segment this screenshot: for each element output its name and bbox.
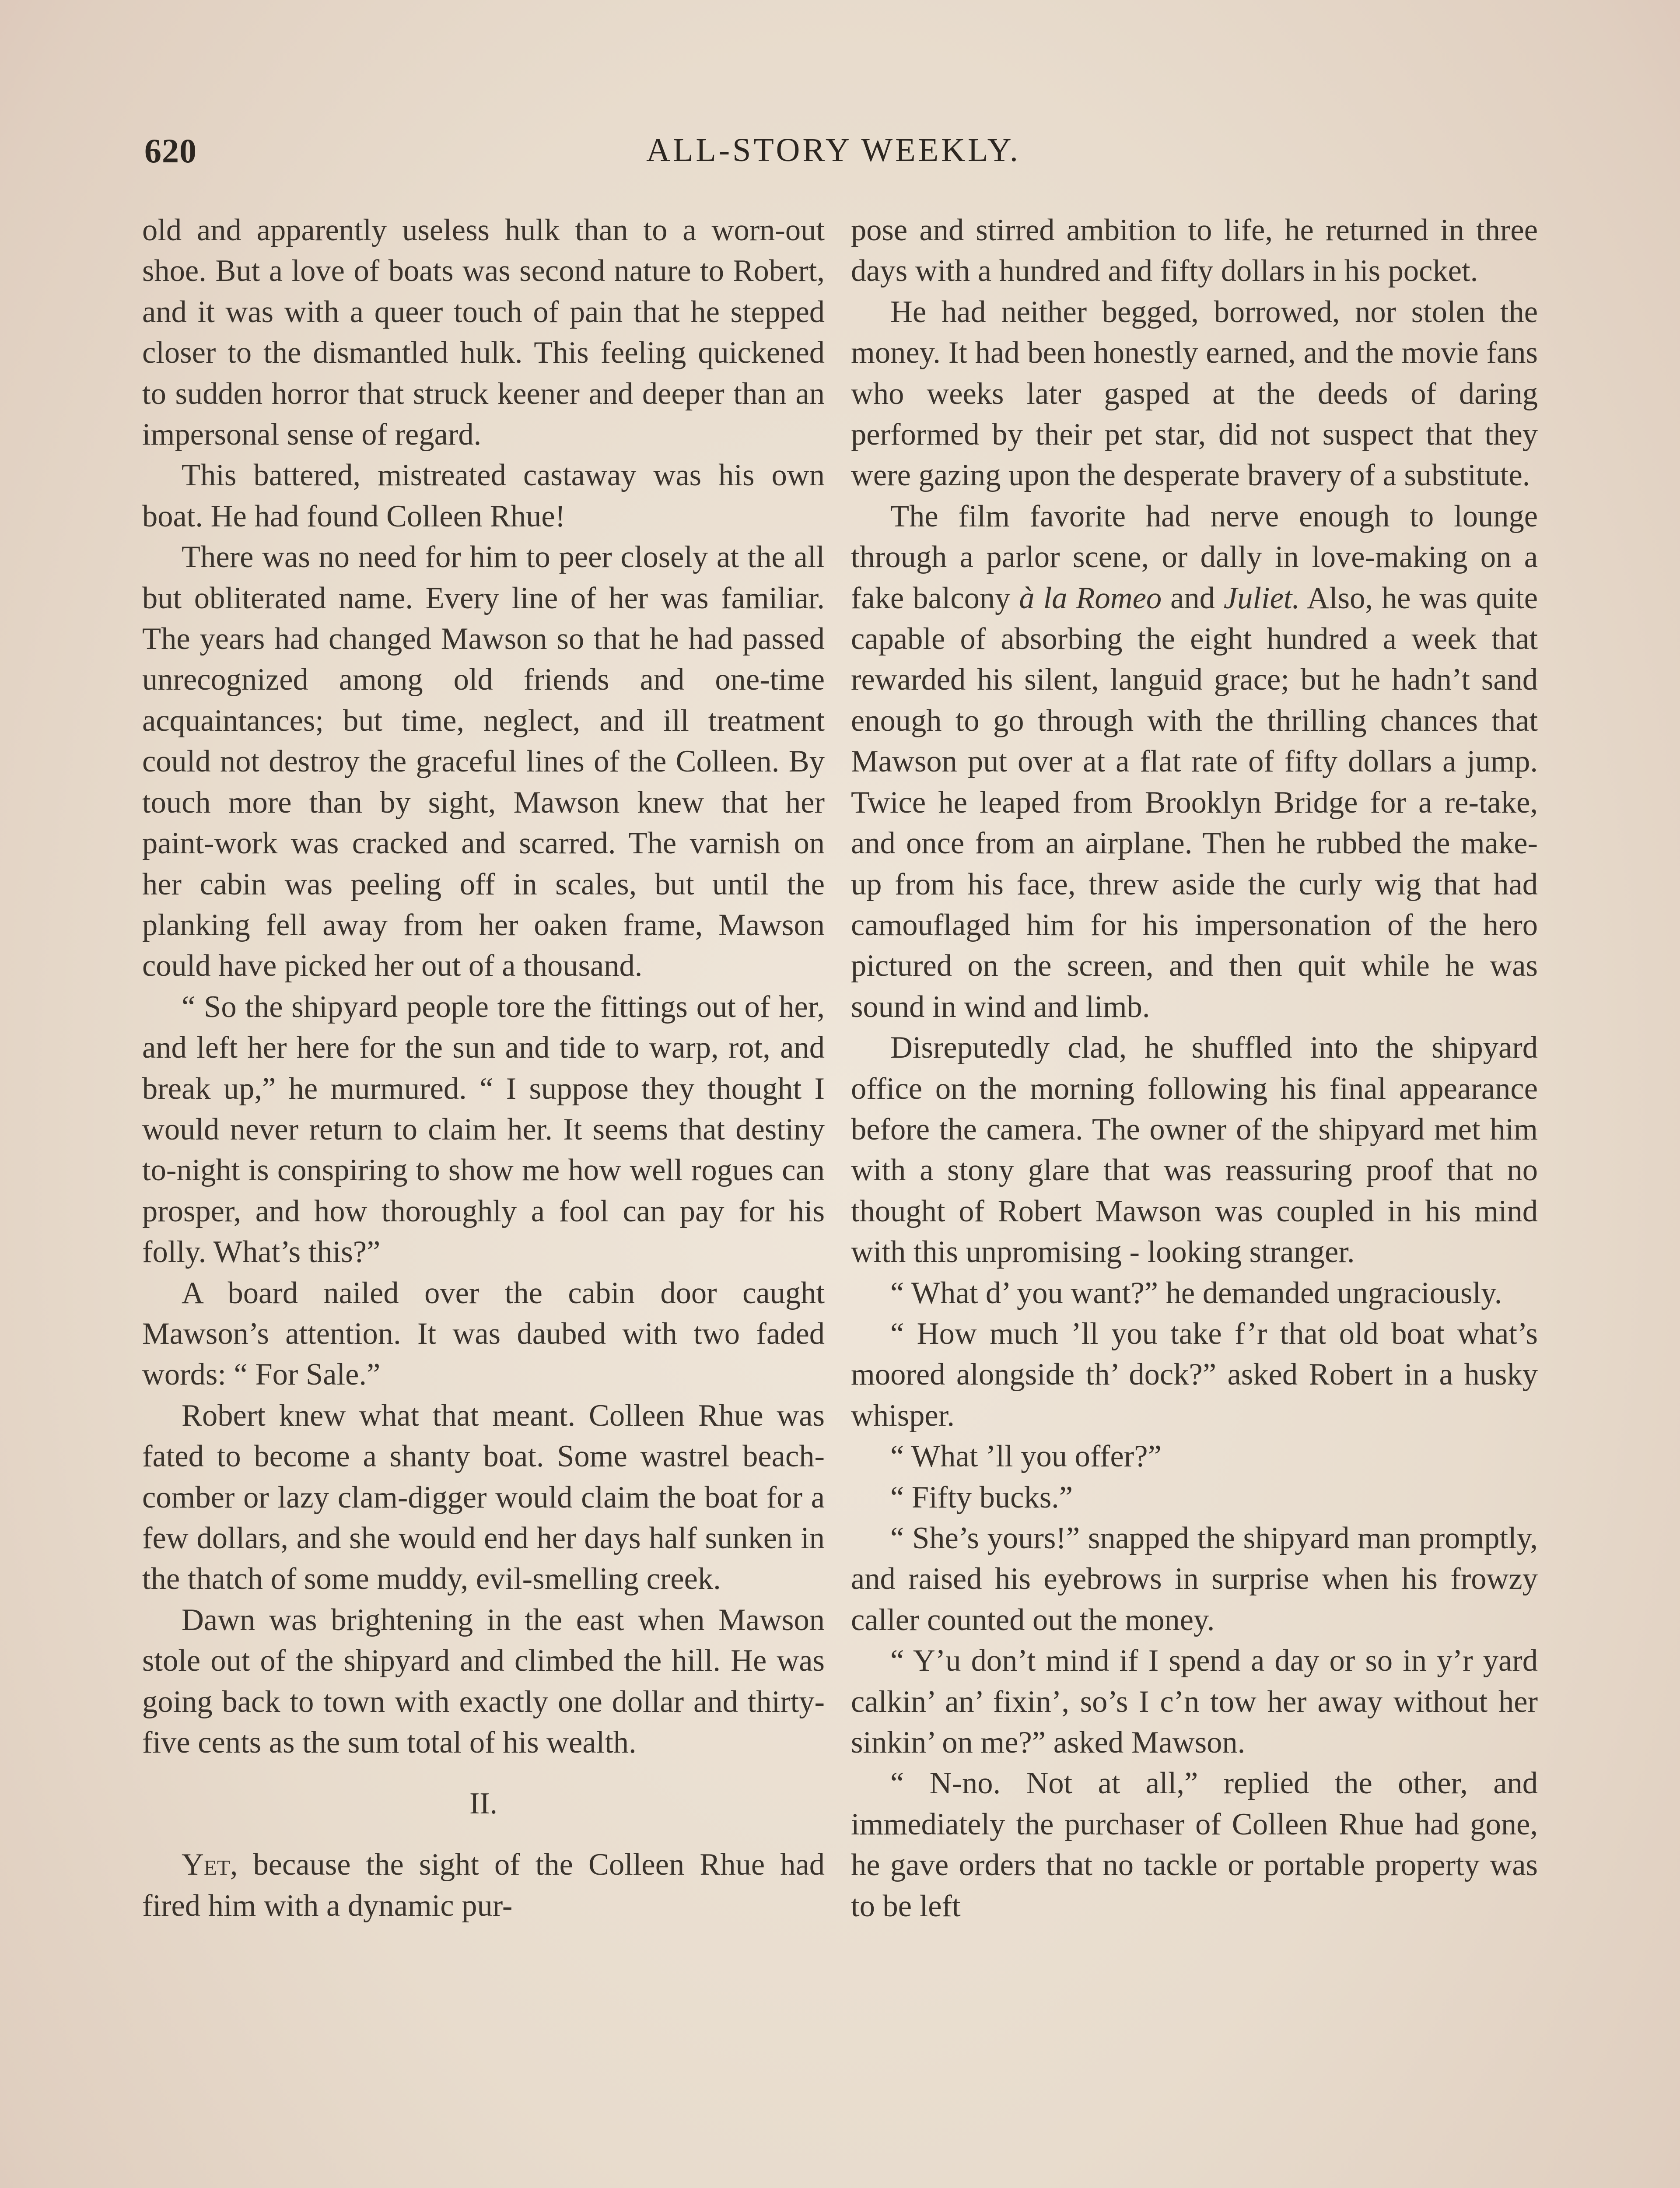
paragraph: “ Y’u don’t mind if I spend a day or so in y’r yard calkin’ an’ fixin’, so’s I c’n tow her away without her sinkin’ on me?” asked Mawson. (851, 1644, 1538, 1760)
paragraph-text: Also, he was quite capable of absorbing the eight hundred a week that rewarded his silent, languid grace; but he hadn’t sand enough to go through with the thrilling chances that Mawson put over at a flat rate of fifty dollars a jump. Twice he leaped from Brooklyn Bridge for a re-take, and once from an airplane. Then he rubbed the make-up from his face, threw aside the curly wig that had camouflaged him for his impersonation of the hero pictured on the screen, and then quit while he was sound in wind and limb. (851, 581, 1538, 1024)
paragraph: There was no need for him to peer closely at the all but obliterated name. Every line of her was familiar. The years had changed Mawson so that he had passed unrecognized among old friends and one-time acquaintances; but time, neglect, and ill treatment could not destroy the graceful lines of the Colleen. By touch more than by sight, Mawson knew that her paint-work was cracked and scarred. The varnish on her cabin was peeling off in scales, but until the planking fell away from her oaken frame, Mawson could have picked her out of a thousand. (142, 540, 825, 983)
paragraph: This battered, mistreated castaway was his own boat. He had found Colleen Rhue! (142, 458, 825, 533)
italic-text: Juliet. (1223, 581, 1300, 615)
paragraph: “ What ’ll you offer?” (890, 1439, 1162, 1474)
paragraph: old and apparently useless hulk than to a worn-out shoe. But a love of boats was second nature to Robert, and it was with a queer touch of pain that he stepped closer to the dismantled hulk. This feeling quickened to sudden horror that struck keener and deeper than an impersonal sense of regard. (142, 213, 825, 452)
paragraph: pose and stirred ambition to life, he returned in three days with a hundred and fifty dollars in his pocket. (851, 213, 1538, 288)
italic-text: à la Romeo (1019, 581, 1162, 615)
paragraph: “ She’s yours!” snapped the shipyard man promptly, and raised his eyebrows in surprise when his frowzy caller counted out the money. (851, 1521, 1538, 1637)
opening-word: Yet, (182, 1848, 238, 1882)
paragraph (851, 496, 1538, 1027)
paragraph-text: and (1162, 581, 1224, 615)
running-head: ALL-STORY WEEKLY. (646, 132, 1021, 168)
paragraph: He had neither begged, borrowed, nor stolen the money. It had been honestly earned, and the movie fans who weeks later gasped at the deeds of daring performed by their pet star, did not suspect that they were gazing upon the desperate bravery of a substitute. (851, 295, 1538, 493)
paragraph: “ Fifty bucks.” (890, 1480, 1073, 1515)
page-header (144, 131, 1522, 179)
paragraph: Robert knew what that meant. Colleen Rhue was fated to become a shanty boat. Some wastrel beach-comber or lazy clam-digger would claim the boat for a few dollars, and she would end her days half sunken in the thatch of some muddy, evil-smelling creek. (142, 1398, 825, 1596)
paragraph: “ How much ’ll you take f’r that old boat what’s moored alongside th’ dock?” asked Robert in a husky whisper. (851, 1316, 1538, 1433)
paragraph: “ N-no. Not at all,” replied the other, and immediately the purchaser of Colleen Rhue had gone, he gave orders that no tackle or portable property was to be left (851, 1766, 1538, 1923)
paragraph-text: because the sight of the Colleen Rhue had fired him with a dynamic pur- (142, 1848, 825, 1923)
right-column (851, 210, 1538, 2188)
paragraph: “ So the shipyard people tore the fittings out of her, and left her here for the sun and tide to warp, rot, and break up,” he murmured. “ I suppose they thought I would never return to claim her. It seems that destiny to-night is conspiring to show me how well rogues can prosper, and how thoroughly a fool can pay for his folly. What’s this?” (142, 989, 825, 1269)
paragraph: Dawn was brightening in the east when Mawson stole out of the shipyard and climbed the hill. He was going back to town with exactly one dollar and thirty-five cents as the sum total of his wealth. (142, 1602, 825, 1760)
section-number: II. (469, 1787, 498, 1821)
page-number: 620 (144, 132, 197, 170)
paragraph-text: The film favorite had nerve enough to lounge through a parlor scene, or dally in love-making on a fake balcony (851, 499, 1538, 615)
paragraph: Disreputedly clad, he shuffled into the shipyard office on the morning following his final appearance before the camera. The owner of the shipyard met him with a stony glare that was reassuring proof that no thought of Robert Mawson was coupled in his mind with this unpromising - looking stranger. (851, 1031, 1538, 1269)
paragraph: “ What d’ you want?” he demanded ungraciously. (890, 1276, 1502, 1310)
paragraph (142, 1844, 825, 1926)
left-column (142, 210, 825, 2188)
paragraph: A board nailed over the cabin door caught Mawson’s attention. It was daubed with two faded words: “ For Sale.” (142, 1276, 825, 1392)
